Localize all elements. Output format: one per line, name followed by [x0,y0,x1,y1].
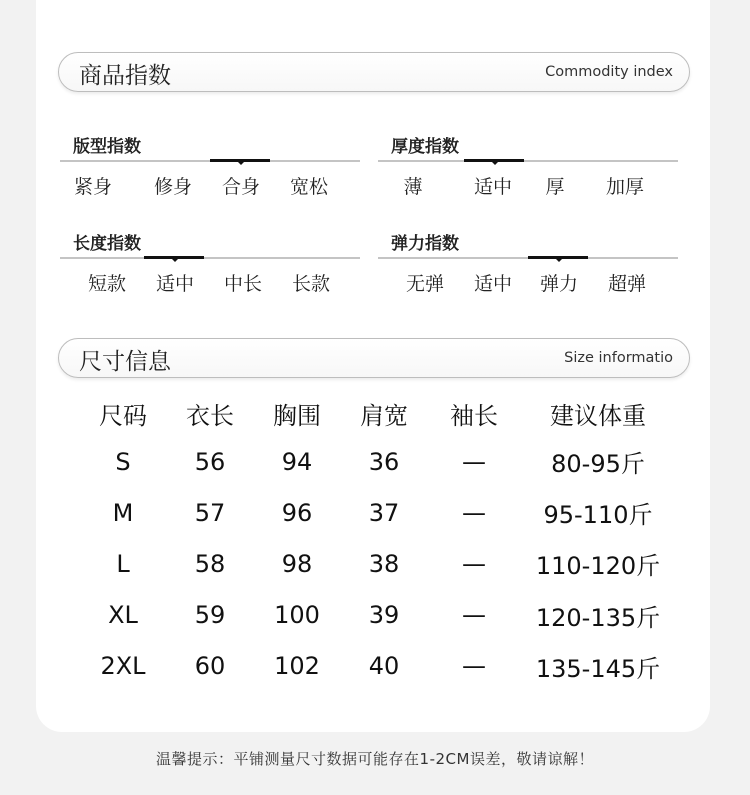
length-index-label: 长度指数 [73,234,141,254]
table-cell: — [462,447,486,476]
column-header: 肩宽 [360,401,408,430]
table-cell: 37 [368,498,400,527]
size-table [80,390,676,692]
table-cell: 100 [274,601,320,630]
size-info-subtitle: Size informatio [564,350,673,366]
fit-index [60,132,360,202]
length-index [60,229,360,299]
thickness-option: 适中 [473,176,512,198]
length-index-track [60,257,360,259]
table-cell: 95-110斤 [543,501,653,530]
table-cell: 60 [194,652,226,681]
table-cell: S [115,447,131,476]
fit-index-label: 版型指数 [73,137,141,157]
table-cell: 38 [368,549,400,578]
table-cell: 39 [368,601,400,630]
elasticity-option: 适中 [473,273,512,295]
elasticity-option: 无弹 [405,273,444,295]
thickness-option: 薄 [403,176,423,198]
table-cell: 2XL [100,652,146,681]
table-row [80,590,676,641]
size-table-header-row [80,390,676,436]
table-cell: L [116,549,130,578]
commodity-index-header [58,52,690,92]
table-cell: 80-95斤 [551,450,645,479]
length-option: 长款 [291,273,330,295]
table-cell: 56 [194,447,226,476]
thickness-index-label: 厚度指数 [391,137,459,157]
column-header: 袖长 [450,401,498,430]
table-cell: — [462,601,486,630]
table-cell: 40 [368,652,400,681]
fit-option: 宽松 [289,176,328,198]
thickness-index [378,132,678,202]
table-cell: — [462,652,486,681]
column-header: 尺码 [99,401,147,430]
elasticity-index-selected-marker [528,256,588,259]
thickness-index-selected-marker [464,159,524,162]
table-cell: 110-120斤 [535,552,661,581]
fit-option: 合身 [221,176,260,198]
table-cell: 36 [368,447,400,476]
column-header: 衣长 [186,401,234,430]
table-cell: 59 [194,601,226,630]
elasticity-index [378,229,678,299]
thickness-option: 厚 [545,176,565,198]
table-cell: M [112,498,134,527]
commodity-index-subtitle: Commodity index [545,64,673,80]
table-cell: XL [108,601,138,630]
size-info-title: 尺寸信息 [79,349,171,375]
fit-option: 修身 [153,176,192,198]
elasticity-index-label: 弹力指数 [391,234,459,254]
measurement-note: 温馨提示：平铺测量尺寸数据可能存在1-2CM误差，敬请谅解！ [156,750,594,768]
table-cell: 102 [274,652,320,681]
table-row [80,436,676,487]
length-option: 适中 [155,273,194,295]
table-cell: — [462,549,486,578]
thickness-index-track [378,160,678,162]
column-header: 建议体重 [550,401,646,430]
length-option: 短款 [87,273,126,295]
table-cell: 58 [194,549,226,578]
table-row [80,538,676,589]
table-cell: 98 [281,549,313,578]
table-cell: 96 [281,498,313,527]
table-cell: 135-145斤 [535,654,661,683]
fit-index-selected-marker [210,159,270,162]
length-option: 中长 [223,273,262,295]
commodity-index-title: 商品指数 [79,63,171,89]
thickness-option: 加厚 [605,176,644,198]
table-cell: 94 [281,447,313,476]
elasticity-option: 弹力 [539,273,578,295]
table-cell: 57 [194,498,226,527]
table-cell: 120-135斤 [535,603,661,632]
table-row [80,641,676,692]
table-row [80,487,676,538]
table-cell: — [462,498,486,527]
column-header: 胸围 [273,401,321,430]
fit-option: 紧身 [73,176,112,198]
elasticity-option: 超弹 [607,273,646,295]
size-info-header [58,338,690,378]
length-index-selected-marker [144,256,204,259]
